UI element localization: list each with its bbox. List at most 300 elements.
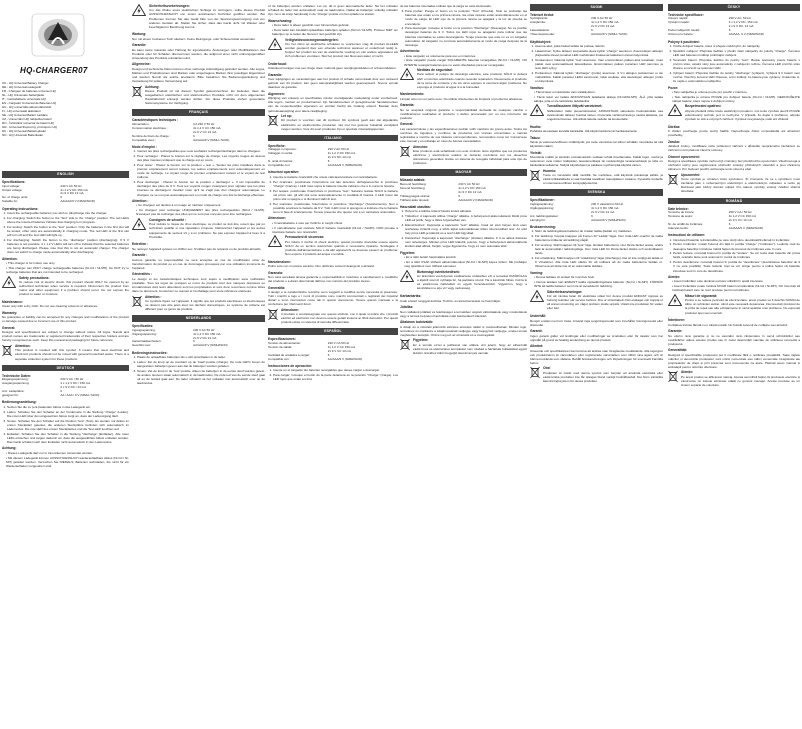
safety-block — [668, 104, 800, 122]
spec-row — [400, 199, 527, 203]
maintenance-heading: Údržba: — [668, 124, 681, 129]
continued-text: de las baterías insertadas indican que la carga se está efectuando. — [400, 4, 492, 8]
step-item: 3. Per testare: posizionate l'interruttore in posizione "test". Saranno testate SOLO le batterie nel primo slot, gli altri slot sono automaticamente in modalità di ricarica. Il LED rosso del primo slot si spegne e si illumina il LED di test. — [273, 189, 398, 201]
spec-value: 4x 1.2 V DC 150 mA — [60, 187, 88, 192]
bullet-text: Denna laddare kan ENDAST ladda uppladdningsbara batterier (Ni-Cd / Ni-MH). FÖRSÖK INTE att ladda batterier som inte är avsedda för laddning. — [534, 280, 663, 289]
general-text: Utseende och specifikationer kan komma att ändras utan föregående meddelande. Alla logotyper och produktnamn är varumärken eller registrerade varumärken som tillhör sina ägare och är härmed erkända som sådana. Behåll bruksanvisningen och förpackningen för eventuellt framtida behov. — [530, 348, 663, 365]
spec-key: Output voltage: — [2, 187, 23, 192]
spec-value: 4 x 1,2 V DC, 150 mA — [728, 20, 758, 25]
bullet-list — [404, 54, 527, 67]
spec-value: 230 V AC / 50 Hz — [60, 377, 84, 382]
weee-text: Ce symbole figure sur l'appareil. Il signifie que les produits électriques et électroniques ne doivent pas être jetés avec les déchets domestiques. Le système de collecte est différent pour ce genre de produits. — [145, 298, 265, 311]
general-text: Designul și specificațiile produsului pot fi modificate fără o notificare prealabilă. Toate siglele mărcilor și denumirile produselor sunt mărci comerciale sau mărci comerciale înregistrate ale proprietarilor de drept și prin prezenta sunt recunoscute ca atare. Păstrați acest manual și ambalajul pentru referințe ulterioare. — [668, 352, 800, 369]
bullet-item — [534, 95, 663, 103]
bullet-list — [136, 203, 265, 216]
column-6 — [668, 4, 800, 388]
safety-heading: Precauzioni di sicurezza: — [285, 235, 325, 240]
spec-key: Ingangsspanning: — [132, 327, 156, 332]
language-item: DK - HQ Universal Batterioplader — [2, 129, 47, 134]
spec-key: Kimenő feszültség: — [400, 185, 426, 190]
safety-block — [530, 104, 663, 122]
weee-bin-icon — [668, 370, 678, 383]
step-item: 3. För testning: Ställ knappen till "test" läge. Endast batterierna i det första facket testas, andra fack är automatiskt i laddningsläge. Den röda LED för första facket släcks och testindikatorn tänds. — [535, 243, 663, 255]
spec-key: Tensión de salida: — [268, 344, 293, 349]
maintenance-text: Curățarea trebuie făcută cu o cârpă uscată. Nu folosiți solvenți de curățare sau abrazivi. — [668, 322, 789, 327]
weee-text: Pe acest produs se află acest marcaj. Acesta semnifică faptul că produsele electrice și electronice nu trebuie eliminate odată cu gunoiul menajer. Aceste produse au un sistem separat de colectare. — [681, 374, 800, 387]
weee-bin-icon — [668, 173, 678, 186]
bullet-item — [6, 451, 129, 455]
spec-value: 230 V AC 50 Hz — [327, 147, 350, 152]
electric-warning-icon — [132, 218, 146, 230]
bullet-dot-icon: • — [272, 220, 274, 225]
spec-heading: Especificaciones: — [268, 337, 296, 342]
step-list — [273, 368, 398, 381]
spec-key: Alimentation : — [132, 121, 151, 126]
electric-warning-icon — [668, 294, 682, 306]
spec-heading: Caractéristiques techniques : — [132, 118, 179, 123]
op-heading: Instrucciones de operación: — [268, 364, 312, 369]
weee-block — [668, 370, 800, 388]
bullet-text: Il caricabatterie è solo per l'utilizzo in luoghi chiusi. — [273, 220, 343, 225]
warranty-text: Nem vállalunk jótállást és felelősséget a termékben végzett változtatások vagy módosítások vagy a termék helytelen használata miatt bekövetkező károkért. — [400, 309, 527, 318]
step-list — [405, 209, 527, 248]
attention-heading: Let op: — [281, 114, 292, 119]
spec-key: Compatibile con: — [268, 163, 291, 168]
attention-heading: Varoitus: — [530, 85, 545, 90]
warranty-heading: Garanție: — [668, 329, 683, 334]
attention-heading: Upozornění: — [681, 172, 701, 177]
bullet-dot-icon: • — [672, 89, 674, 94]
spec-key: Latauslaitteita: — [530, 28, 550, 33]
language-list — [2, 81, 129, 138]
electric-warning-icon — [530, 104, 544, 116]
step-list — [673, 44, 800, 83]
spec-value: AA/AAA/9 V (NiMH/NiCD) — [591, 217, 626, 222]
bullet-item — [136, 208, 265, 216]
spec-value: 230 V AC, 50 Hz — [728, 16, 751, 21]
spec-key: Ingångsspänning: — [530, 201, 554, 206]
bullet-list — [272, 23, 398, 36]
step-item: 1. Plaats de oplaadbare batterijen die u wilt op/ontladen in de lader. — [137, 355, 265, 359]
bullet-item — [672, 90, 800, 94]
general-heading: Allgemeine: — [132, 62, 151, 67]
bullet-item — [136, 203, 265, 207]
electric-warning-icon — [2, 276, 16, 288]
section-francais: FRANÇAIS — [132, 109, 265, 116]
attention-heading: Huomio: — [543, 168, 557, 173]
maintenance-heading: Maintenance: — [2, 300, 24, 305]
bullet-dot-icon: • — [6, 450, 8, 455]
step-item: 3. Pour tester : Placez le bouton sur la position « test ». Seules les piles installées dans le premier emplacement seront testées, les autres emplacements sont automatiquement en mode de recharge. Le voyant rouge du premier emplacement s'éteint et le voyant de test s'allume. — [137, 163, 265, 179]
safety-block — [268, 235, 398, 257]
safety-block — [132, 218, 265, 240]
weee-bin-icon — [132, 85, 142, 98]
spec-key: Lämplig för: — [530, 217, 546, 222]
spec-row — [268, 164, 398, 168]
step-item: 2. Spuštění nabíjení: Přepněte tlačítko v přední části nabíječky do polohy "charge". Červené LED nad bateriemi indikují probíhající nabíjení. — [673, 49, 800, 57]
spec-value: 230 V AC 50 Hz — [60, 183, 82, 188]
maintenance-text: Ne nettoyer l'appareil qu'avec un chiffon sec. N'utiliser pas de solvants ou de produits abrasifs. — [132, 246, 262, 251]
weee-block — [132, 295, 265, 313]
bullet-dot-icon: • — [272, 23, 274, 28]
bullet-item — [272, 23, 398, 27]
spec-table — [2, 185, 129, 205]
weee-block — [2, 344, 129, 362]
spec-key: Ausgangsspannung: — [2, 381, 30, 386]
language-item: FR - Chargeur de batteries universel HQ — [2, 88, 56, 93]
bullet-text: Ez a töltő beltéri használatra készült. — [405, 255, 457, 260]
general-heading: Allmänt: — [530, 344, 544, 349]
safety-block — [132, 4, 265, 30]
warranty-text: Ingen garanti gäller vid ändringar eller modifieringar av produkten eller för skador som har uppstått på grund av felaktig användning av denna produkt. — [530, 333, 663, 342]
safety-heading: Veiligheidsvoorzorgsmaatregelen: — [285, 37, 339, 42]
spec-key: Ant. laddningsplatser: — [530, 213, 559, 218]
warranty-heading: Garanti: — [530, 329, 543, 334]
bullet-dot-icon: • — [404, 58, 407, 63]
spec-value: 6 — [591, 213, 593, 218]
step-item: 1. Introduceți bateriile reîncărcabile pe care doriți să le descărcați/încărcați în încărcător. — [673, 238, 800, 242]
spec-key: Aantal laadeenheden: — [132, 339, 162, 344]
weee-text: Tuote on varustettu tällä merkillä. Se merkitsee, että käytöstä poistettuja sähkö- ja elektroniikkalaitteita ei saa hävittää tavallisen talousjätteen mukana. Kyseisille tuotteille on olemassa erillinen keräysjärjestelmä. — [543, 173, 663, 186]
language-item: FI - HQ universaali akkulaturi — [2, 108, 41, 113]
spec-table — [132, 329, 265, 349]
step-item: 4. Per scaricare: posizionate l'interruttore in posizione "discharge" (Scaricamento). Non è possibile scaricare le batterie da 9 V. Tutti i LED rossi si spengono a indicare che le batterie sono in fase di scaricamento. Tenete presente che questo non è un caricatore automatico. — [273, 202, 398, 214]
step-list — [535, 229, 663, 268]
spec-key: Tölthető akku típusok: — [400, 197, 430, 202]
step-item: 1. Insert the rechargeable batteries you wish to (dis)charge into the charger. — [7, 211, 129, 215]
op-heading: Bedienungsanleitung: — [2, 400, 37, 405]
step-list — [273, 175, 398, 214]
step-item: 2. Laden: Schalten Sie den Schalter an der Vorderseite in die Stellung "charge" (Laden). Die roten LED über den eingesetzten Akkus zeigt an, dass der Ladevorgang läuft. — [7, 410, 129, 418]
step-item: 3. Testen: Zet de knop in de "test"-positie. Alleen de batterijen in de eerste sleuf worden getest, de andere sleuven staan automatisch in de laadmodus. De rode led van de eerste sleuf gaat uit en de testled gaat aan. De lader schakelt na het ontladen niet automatisch over op de laadmodus. — [137, 369, 265, 385]
bullet-dot-icon: • — [534, 89, 536, 94]
step-item: 3. Testaaminen: Käännä kytkin "test"-asentoon. Vain ensimmäisen paikan akut testataan, muut paikat ovat automaattisesti lataustilassa. Ensimmäisen paikan punainen LED sammuu ja testi-LED syttyy. — [535, 58, 663, 70]
bullet-dot-icon: • — [404, 260, 407, 265]
warranty-heading: Warranty: — [2, 310, 18, 315]
spec-heading: Specifikationer: — [530, 198, 555, 203]
weee-bin-icon — [2, 344, 12, 357]
maintenance-text: Limpiar sólo con un paño seco. No utilizar disolventes de limpieza ni productos abrasivos. — [400, 96, 523, 101]
warranty-text: Voor wijzigingen en veranderingen aan het product of schade veroorzaakt door een verkeerd gebruik van dit product, kan geen aansprakelijkheid worden geaccepteerd. Tevens vervalt daardoor de garantie. — [268, 77, 398, 90]
op-heading: Mode d'emploi : — [132, 145, 157, 150]
section-romana: ROMÂNĂ — [668, 198, 800, 205]
bullet-dot-icon: • — [272, 225, 275, 230]
section-espanol: ESPAÑOL — [268, 328, 398, 335]
step-list — [673, 238, 800, 273]
spec-value: 6 — [60, 195, 63, 200]
bullet-dot-icon: • — [6, 266, 9, 271]
bullet-item — [6, 456, 129, 468]
attention-heading: Atenție: — [668, 275, 681, 280]
step-item: 1. Helyezze a töltőbe tölteni/ kisütni kívánt akkukat. — [405, 209, 527, 213]
electric-warning-icon — [668, 104, 682, 116]
language-item: NL - HQ Universele batterijlader — [2, 92, 45, 97]
step-item: 4. Entladen: Schalten Sie den Schalter in die Stellung "discharge" (Entladen). Alle roten LEDs erlöschen und zeigen dadurch an, dass die ausgewählten Akkus entladen werden. Das Gerät schaltet nach dem Entladen nicht automatisch in den Lademodus. — [7, 432, 129, 444]
electric-warning-icon — [400, 270, 414, 282]
spec-table — [268, 342, 398, 362]
spec-row — [2, 200, 129, 204]
step-item: 4. Para descargar: Coloque el botón en la posición "Discharge" (Descarga). No es posible descargar baterías de 9 V. Todos los LED rojos se apagarán para indicar que las baterías insertadas se están descargando. Tenga presente que este no es un cargador automático. El cargador no conmuta automáticamente al modo de carga después de la descarga. — [405, 26, 527, 46]
language-item: NO - HQ Universal Batterilader — [2, 133, 44, 138]
section-suomi: SUOMI — [530, 4, 663, 11]
bullet-dot-icon: • — [534, 94, 537, 99]
spec-value: 2x 9 V DC 13 mA — [458, 189, 482, 194]
spec-value: 4x 1,2 V CC 150 mA — [327, 344, 356, 349]
step-item: 4. För urladdning: Ställ knappen till "urladdning" läget (discharge). Det är inte möjligt att ladda ur 9 V-batterier. Alla röda LED släcks för att indikera att de isatta batterierna laddas ur. Observera att detta inte är en automatisk laddare. — [535, 256, 663, 268]
bullet-text: Deze lader is alleen geschikt voor binnenshuis gebruik. — [273, 23, 350, 28]
general-heading: Általános tudnivalók: — [400, 320, 434, 325]
spec-heading: Date tehnice: — [668, 206, 689, 211]
electric-warning-icon — [132, 4, 146, 16]
step-list — [405, 9, 527, 47]
bullet-text: Tato nabíječka je určena POUZE pro dobíjecí baterie (Ni-Cd / Ni-MH). NEZKOUŠEJTE nabíjet baterie, které nejsou k dobíjení určeny. — [672, 94, 800, 103]
weee-text: Este producto está señalizado con este símbolo. Esto significa que los productos eléctricos y electrónicos usados no deberán mezclarse con los desechos domésticos generales. Existe un sistema de recogida individual para este tipo de productos. — [413, 148, 527, 166]
spec-value: AA/AAA/9 V (NiMH/NiCD) — [458, 197, 493, 202]
spec-key: Eingangsspannung: — [2, 377, 29, 382]
spec-value: 230 V AC 50 Hz — [193, 327, 215, 332]
spec-key: Určeno pro baterie: — [668, 32, 694, 37]
safety-heading: Safety precautions: — [19, 275, 50, 280]
spec-value: 6 — [728, 221, 731, 226]
hq-logo-icon — [30, 10, 86, 60]
safety-text: Um das Risiko eines elektrischen Schlags zu verringern, sollte dieses Produkt AUSSCHLIESSLICH von einem autorisierten Techniker geöffnet werden. Bei Problemen trennen Sie das Gerät bitte von der Spannungsversorgung und von anderen Geräten ab. Stellen Sie sicher, dass das Gerät nicht mit Wasser oder Feuchtigkeit in Berührung kommt. — [149, 8, 265, 29]
safety-text: Per ridurre il rischio di shock elettrico, questo prodotto dovrebbe essere aperto SOLO da un tecnico autorizzato quando è necessario ripararlo. Scollegare il prodotto dall'alimentazione e da altri apparecchi se dovesse esserci un problema. Non esporre il prodotto ad acqua o umidità. — [285, 239, 398, 256]
safety-text: Pour réduire le risque de choc électrique, ce produit ne doit être ouvert que par un technicien qualifié si une réparation s'impose. Débranchez l'appareil et les autres équipements du secteur s'il y a un problème. Ne pas exposer l'appareil à l'eau ni à l'humidité. — [149, 222, 265, 239]
bullet-text: Este cargador puede cargar SOLAMENTE baterías recargables (Ni-Cd / Ni-MH). NO INTENTE recargar baterías que no estén diseñadas para ser recargadas. — [404, 58, 527, 67]
bullet-item — [404, 58, 527, 66]
warranty-heading: Jótállás: — [400, 305, 414, 310]
spec-key: N. unità di ricarica: — [268, 159, 293, 164]
bullet-item — [672, 284, 800, 292]
general-heading: General: — [2, 325, 16, 330]
spec-value: 230 V CA 50 Hz — [327, 340, 350, 345]
spec-value: AA/AAA/9 V (NiMH/NiCD) — [193, 343, 228, 348]
maintenance-heading: Wartung: — [132, 32, 147, 37]
maintenance-heading: Huolto: — [530, 124, 542, 129]
general-text: Muutoksia malliin ja teknisiin ominaisuuksiin voidaan tehdä ilmoittamatta. Kaikki logot, merkit ja tuotenimet ovat niiden haltijoiden tavaramerkkejä tai rekisteröityjä tavaramerkkejä ja niitä on käsiteltävä sellaisina. Säilytä käyttöohjeet ja pakkaus myöhempää käyttöä varten. — [530, 154, 663, 168]
step-item: 3. Pentru testare: comutați butonul în poziția de "testare". Se vor testa doar bateriile din prima fantă, celelalte fante sunt automat în modul de încărcare. — [673, 251, 800, 259]
spec-value: 2x 9 V DC 13 mA — [591, 24, 615, 29]
bullet-text: This charger can ONLY charge rechargeable batteries (Ni-Cd / Ni-MH). Do NOT try to recharge batteries that are not intended to be recharged. — [6, 266, 129, 275]
spec-key: Cantidad de unidades a cargar: — [268, 352, 310, 357]
general-text: Designs and specifications are subject to change without notice. All logos, brands and product names are trademarks or registered trademarks of their respective holders and are hereby recognised as such. Keep this manual and packaging for future reference. — [2, 330, 129, 343]
weee-block — [668, 173, 800, 195]
attention-heading: Advertencia: — [400, 49, 420, 54]
step-item: 2. Pentru încărcare: mutați butonul din față în poziția "charge" ("încărcare"). Ledurile roșii de deasupra bateriilor introduse indică faptul că procesul de încărcare este în curs. — [673, 242, 800, 250]
weee-text: Ez a termék ezzel a jelöléssel van ellátva. Azt jelenti, hogy az elhasznált elektromos és elektronikus termékeket nem szabad a háztartási hulladékkal együtt kidobni. Ezekhez külön begyűjtő létesítmények vannak. — [413, 342, 527, 355]
weee-text: Il prodotto è contrassegnato con questo simbolo, con il quale si indica che i prodotti elettrici ed elettronici non devono essere gettati insieme ai rifiuti domestici. Per questi prodotti esiste un sistema di raccolta differenziata. — [281, 312, 398, 325]
maintenance-text: Nur mit einem trockenen Tuch säubern. Keine Reinigungs- oder Scheuermittel verwenden. — [132, 36, 256, 41]
spec-key: Nombre de blocs de charge : — [132, 133, 171, 138]
safety-text: Om het risico op elektrische schokken te voorkomen mag dit product ALLEEN worden geopend door een erkende technicus wanneer er onderhoud nodig is. Koppel het product los van de elektrische voeding en van andere apparatuur als zich problemen voordoen. Stel het product niet bloot aan water of vocht. — [285, 41, 398, 59]
spec-value: 6 — [193, 133, 195, 138]
spec-value: 2x 9 V CC 13 mA — [327, 348, 351, 353]
maintenance-heading: Manutenzione: — [268, 259, 292, 264]
spec-value: 2x 9 V CC 13 mA — [193, 129, 217, 134]
spec-value: 2x 9 V DC 13 mA — [60, 191, 84, 196]
spec-table — [2, 378, 129, 398]
spec-value: 4x 1,2 V CC 150 mA — [728, 213, 757, 218]
spec-key: Počet nabíjecích úseků: — [668, 28, 700, 33]
step-item: 3. Testování baterií: Přepněte tlačítko do polohy "test". Budou testovány pouze baterie v prvním slotu, ostatní sloty jsou automaticky v nabíjecím režimu. Červená LED prvního slotu zhasne a rozsvítí se testovací LED. — [673, 58, 800, 70]
spec-row — [668, 33, 800, 37]
general-heading: Généralités : — [132, 272, 152, 277]
weee-bin-icon — [132, 295, 142, 308]
language-item: ES - Cargador Universal de Baterías HQ — [2, 100, 57, 105]
section-cesky: ČESKY — [668, 4, 800, 11]
warranty-text: Aucune garantie ou responsabilité ne sera acceptée en cas de modification et/ou de transformation du produit ou en cas de dommages provoqués par une utilisation incorrecte de l'appareil. — [132, 257, 265, 270]
bullet-dot-icon: • — [136, 203, 138, 208]
safety-text: Para reducir el peligro de descarga eléctrica, este producto SÓLO lo deberá abrir un técnico autorizado cuando necesite reparación. Desconecte el producto de la toma de corriente y de los otros equipos si ocurriera algún problema. No exponga el producto al agua ni a la humedad. — [417, 72, 527, 89]
step-list — [137, 355, 265, 385]
electric-warning-icon — [268, 38, 282, 50]
spec-value: AA/AAA/9 V (NiMH/NiCD) — [60, 199, 95, 204]
op-heading: Bruksanvisning: — [530, 225, 556, 230]
bullet-text: Tato nabíječka je určena pouze pro použití v interiéru. — [673, 89, 748, 94]
spec-row — [530, 33, 663, 37]
maintenance-text: Pulire solo con un panno asciutto. Non utilizzare solventi detergenti o abrasivi. — [268, 263, 375, 268]
warranty-heading: Garantie : — [132, 253, 148, 258]
step-item: 2. Töltéshez: A kapcsolót állítsa "charge" állásba. A behelyezett akkumulátorok fölötti piros LED-ek jelzik, hogy a töltés folyamatban van. — [405, 214, 527, 222]
maintenance-text: Rengör endast med torr trasa. Använd inga rengöringsmedel som innehåller lösningsmedel eller slipmedel. — [530, 318, 663, 327]
spec-key: Adecvat pentru: — [668, 225, 690, 230]
spec-row — [530, 219, 663, 223]
maintenance-text: Clean only with a dry cloth. Do not use cleaning solvents or abrasives. — [2, 304, 98, 309]
bullet-item — [272, 28, 398, 36]
safety-block — [668, 294, 800, 316]
electric-warning-icon — [530, 290, 544, 302]
spec-key: Compatible avec : — [132, 137, 157, 142]
step-list — [7, 211, 129, 254]
attention-heading: Figyelem: — [400, 251, 416, 256]
op-heading: Használati utasítás: — [400, 205, 431, 210]
bullet-item — [672, 279, 800, 283]
general-text: Design a specifikace výrobku mohou být změněny bez předchozího upozornění. Všechna loga a obchodní názvy jsou registrované obchodní známky příslušných vlastníků a jsou chráněny zákonem. Pro budoucí použití uschovejte tento návod a obal. — [668, 159, 800, 172]
attention-heading: Attenzione: — [281, 307, 299, 312]
spec-key: Vstupní napětí: — [668, 16, 689, 21]
bullet-text: Dieses Ladegerät darf nur in Innenräumen verwendet werden. — [7, 450, 94, 455]
section-nederlands: NEDERLANDS — [132, 315, 265, 322]
maintenance-text: K čištění používejte pouze suchý hadřík. Nepoužívejte čisticí rozpouštědla ani abrazivní prostředky. — [668, 129, 800, 138]
attention-heading: Attention : — [145, 294, 162, 299]
step-item: 2. Laden: Zet de knop op de voorkant op de "laad"-positie (charge). De rode LED's boven de aangesloten batterijen geven aan dat de batterijen worden geladen. — [137, 360, 265, 368]
weee-text: Dit product is voorzien van dit symbool. Dit symbool geeft aan dat afgedankte elektrische en elektronische producten niet met het gewone huisafval verwijderd mogen worden. Voor dit soort producten zijn er speciale inzamelingspunten. — [281, 118, 398, 131]
safety-block — [400, 68, 527, 90]
step-item: 3. Ellenőrzéshez: Kapcsolja a kapcsolót "test" állásba. Csak az első helyen lévő elem tesztelése történik meg, a többi aljzat automatikusan töltés üzemmódban lesz. Az első hely piros LED-je kialszik és a teszt LED kigyullad. — [405, 223, 527, 235]
warranty-text: Nu oferim nicio garanție și nu ne asumăm nicio răspundere în cazul schimbărilor sau modificărilor aduse acestui produs sau în cazul deteriorării cauzate de utilizarea incorectă a produsului. — [668, 333, 800, 346]
weee-bin-icon — [530, 366, 540, 379]
weee-block — [132, 85, 265, 107]
spec-key: Töltőegységek száma: — [400, 193, 431, 198]
spec-key: Input voltage: — [2, 183, 21, 188]
general-heading: Yleistä: — [530, 150, 542, 155]
bullet-item — [534, 280, 663, 288]
bullet-list — [404, 255, 527, 268]
safety-block — [530, 290, 663, 312]
safety-block — [268, 38, 398, 60]
spec-key: Antojännite: — [530, 20, 546, 25]
section-magyar: MAGYAR — [400, 169, 527, 176]
spec-value: 4x 1,2 V DC 150 mA — [458, 185, 486, 190]
spec-key: Compatible con: — [268, 356, 290, 361]
maintenance-text: Uitsluitend reinigen met een droge doek. Gebruik geen reinigingsmiddelen of schuurmiddelen. — [268, 66, 397, 71]
attention-heading: Obs! — [543, 366, 551, 371]
spec-row — [668, 227, 800, 231]
op-heading: Bedieningsinstructies: — [132, 350, 168, 355]
spec-key: Anz. Ladeplätze: — [2, 389, 25, 394]
spec-value: 6 — [728, 28, 731, 33]
attention-heading: Attenzione: — [268, 216, 286, 221]
attention-heading: Varning: — [530, 271, 544, 275]
step-list — [535, 44, 663, 83]
maintenance-heading: Mantenimiento: — [400, 92, 425, 97]
step-item: 4. Pentru descărcare: comutați butonul în poziția de "descărcare" (descărcarea bateriilor de 9 V nu este posibilă). Toate ledurile roșii se vor stinge pentru a indica faptul că bateriile introduse sunt în curs de descărcare. — [673, 260, 800, 272]
maintenance-text: Csak száraz ronggyal tisztítsa. Tisztító- és karcolószereket ne használjon. — [400, 298, 502, 303]
spec-table — [530, 17, 663, 37]
warranty-text: No se aceptará ninguna garantía o responsabilidad derivada de cualquier cambio o modificaciones realizadas al producto o daños provocados por un uso incorrecto del producto. — [400, 107, 527, 120]
weee-block — [268, 308, 398, 326]
bullet-item — [404, 260, 527, 268]
general-text: Design und technische Daten können ohne vorherige Ankündigung geändert werden. Alle Logos, Marken und Produktnamen sind Marken oder eingetragene Marken ihrer jeweiligen Eigentümer und werden hiermit als solche anerkannt. Bitte bewahren Sie Bedienungsanleitung und Verpackung für spätere Verwendung auf. — [132, 66, 265, 83]
spec-value: 2x 9 V DC 13 mA — [591, 209, 615, 214]
spec-key: Suitable for: — [2, 199, 19, 204]
spec-key: Voltaggio in ingresso: — [268, 147, 297, 152]
warranty-heading: Garanzia: — [268, 270, 284, 275]
language-item: UK - HQ Universal Battery Charger — [2, 80, 49, 85]
weee-bin-icon — [400, 338, 410, 351]
safety-heading: Măsuri de siguranță: — [685, 293, 718, 298]
spec-value: 230 V AC 50 Hz — [591, 16, 613, 21]
step-item: 3. For testing: Switch the button to the "test" position. Only the batteries in the first slot will be tested; other slots are automatically in charging mode. The red LED of the first slot will turn off and the test LED will light up. — [7, 225, 129, 237]
general-text: Il design e le caratteristiche tecniche sono soggetti a modifica senza necessità di preavviso. Tutti i marchi a logo e i nomi di prodotto sono marchi commerciali o registrati dei rispettivi titolari e sono riconosciuti come tali in questo documento. Tenere questo manuale e la confezione per riferimenti futuri. — [268, 289, 398, 307]
spec-value: 2x 9 V DC 13 mA — [327, 155, 351, 160]
op-heading: Istruzioni operative: — [268, 170, 300, 175]
spec-key: Geschikt voor: — [132, 343, 152, 348]
spec-heading: Specifiche: — [268, 143, 286, 148]
general-heading: General: — [400, 122, 414, 127]
general-text: Las características y las especificaciones podrán sufrir cambios sin previo aviso. Todos los nombres de logotipos y nombres de productos son marcas comerciales o marcas registradas a nombre de sus titulares correspondientes, reconocidos como tal. Consérvese este manual y el embalaje en caso de futuras necesidades. — [400, 126, 527, 144]
attention-heading: Achtung: — [145, 84, 160, 89]
weee-bin-icon — [530, 169, 540, 182]
step-list — [137, 149, 265, 196]
weee-text: This product is marked with this symbol. It means that used electrical and electronic products should not be mixed with general household waste. There is a separate collection system for these products. — [15, 348, 129, 361]
maintenance-text: Puhdista ainoastaan kuivalla kankaalla. Älä käytä liuottimia tai hankausaineita. — [530, 129, 638, 134]
spec-heading: Tekniset tiedot: — [530, 13, 555, 17]
weee-block — [400, 145, 527, 167]
spec-heading: Technické specifikace: — [668, 13, 704, 17]
bullet-dot-icon: • — [6, 261, 8, 266]
spec-table — [132, 123, 265, 143]
step-item: 1. Asenna akut, jotka haluat ladata tai purkaa, laturiin. — [535, 44, 663, 48]
language-item: GR - Universal Φορτιστής μπαταριών HQ — [2, 125, 57, 130]
spec-heading: Műszaki adatok: — [400, 178, 426, 183]
bullet-item — [6, 261, 129, 265]
maintenance-heading: Underhåll: — [530, 314, 547, 319]
safety-text: För att minska faran för elektriska stötar bör denna produkt ENDAST öppnas av behörig tekniker när service behövs. Dra ur strömkabeln från eluttaget och koppla ur all annan utrustning om något problem skulle uppstå. Utsätt inte produkten för vatten eller fukt. — [547, 294, 663, 311]
spec-row — [268, 358, 398, 362]
weee-bin-icon — [268, 114, 278, 127]
bullet-list — [272, 221, 398, 234]
spec-value: AA/AAA/9 V (NiMH/NiCD) — [327, 163, 363, 168]
spec-key: Syöttöjännite: — [530, 16, 549, 21]
safety-block — [400, 270, 527, 292]
bullet-text: Denna laddare är endast för inomhus bruk. — [535, 275, 595, 280]
step-item: 1. Setzen Sie die zu (ent-)ladenden Akkus in das Ladegerät ein. — [7, 405, 129, 409]
spec-row — [132, 139, 265, 143]
bullet-list — [672, 90, 800, 103]
spec-key: Voltaggio in uscita: — [268, 151, 294, 156]
spec-key: Utgångsspänning: — [530, 205, 555, 210]
